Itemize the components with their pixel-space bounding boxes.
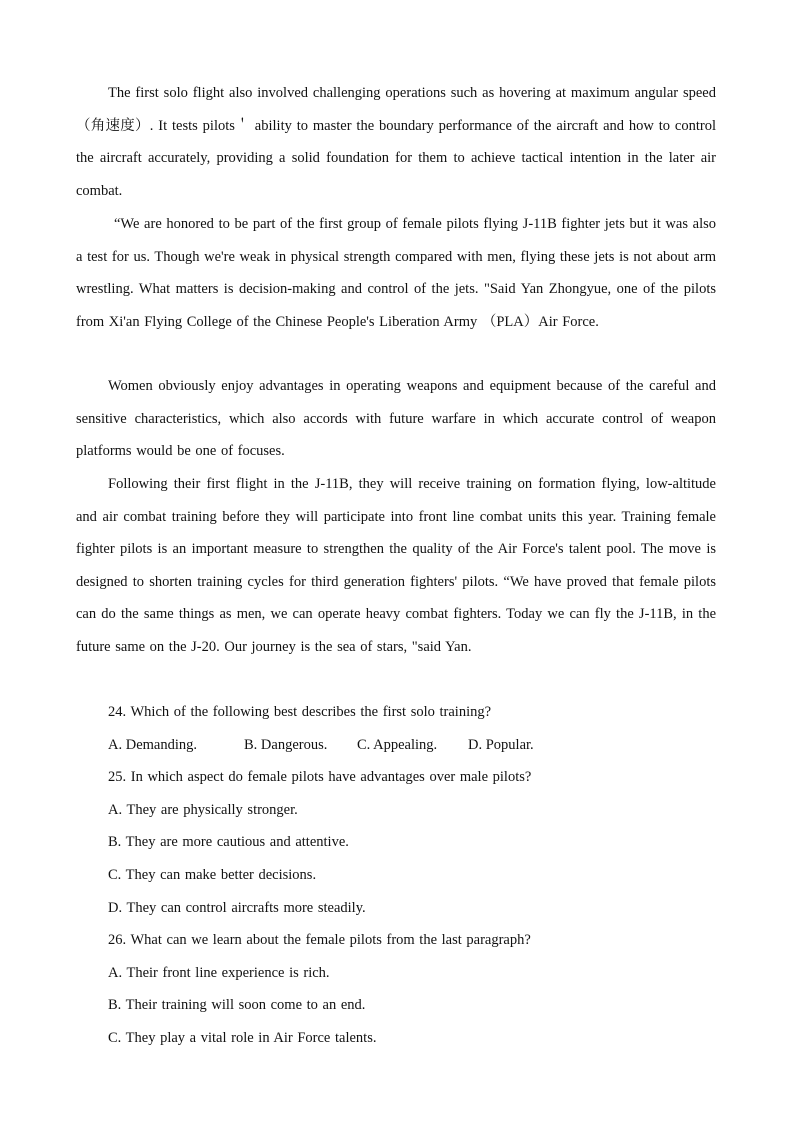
question-24-option-d: D. Popular. [468,737,534,753]
question-26-option-b: B. Their training will soon come to an end. [108,997,366,1013]
passage-paragraph-4: Following their first flight in the J-11B, they will receive training on formation flying, low-altitude and air combat training before they will participate into front line combat units this year. Training female fighter pilots is an important measure to strengthen the quality of the Air Force's talent pool. The move is designed to shorten training cycles for third generation fighters' pilots. “We have proved that female pilots can do the same things as men, we can operate heavy combat fighters. Today we can fly the J-11B, in the future same on the J-20. Our journey is the sea of stars, "said Yan. [76,476,716,655]
question-26-option-a: A. Their front line experience is rich. [108,965,330,981]
question-25-option-b: B. They are more cautious and attentive. [108,834,349,850]
question-26-option-c: C. They play a vital role in Air Force talents. [108,1030,377,1046]
question-25-stem: 25. In which aspect do female pilots have advantages over male pilots? [108,769,532,785]
passage-paragraph-1: The first solo flight also involved challenging operations such as hovering at maximum angular speed（角速度）. It tests pilots＇ ability to master the boundary performance of the aircraft and how to control the aircraft accurately, providing a solid foundation for them to achieve tactical intention in the later air combat. [76,85,716,199]
question-26-stem: 26. What can we learn about the female pilots from the last paragraph? [108,932,531,948]
passage-paragraph-2: “We are honored to be part of the first group of female pilots flying J-11B fighter jets but it was also a test for us. Though we're weak in physical strength compared with men, flying these jets is not about arm wrestling. What matters is decision-making and control of the jets. "Said Yan Zhongyue, one of the pilots from Xi'an Flying College of the Chinese People's Liberation Army （PLA）Air Force. [76,216,716,330]
passage-paragraph-3: Women obviously enjoy advantages in operating weapons and equipment because of the careful and sensitive characteristics, which also accords with future warfare in which accurate control of weapon platforms would be one of focuses. [76,378,716,460]
question-25-option-d: D. They can control aircrafts more steadily. [108,900,366,916]
question-24-option-b: B. Dangerous. [244,737,328,753]
question-24-option-a: A. Demanding. [108,737,197,753]
question-25-option-c: C. They can make better decisions. [108,867,317,883]
question-24-options [108,735,668,755]
question-24-stem: 24. Which of the following best describes the first solo training? [108,704,492,720]
question-25-option-a: A. They are physically stronger. [108,802,298,818]
question-24-option-c: C. Appealing. [357,737,438,753]
